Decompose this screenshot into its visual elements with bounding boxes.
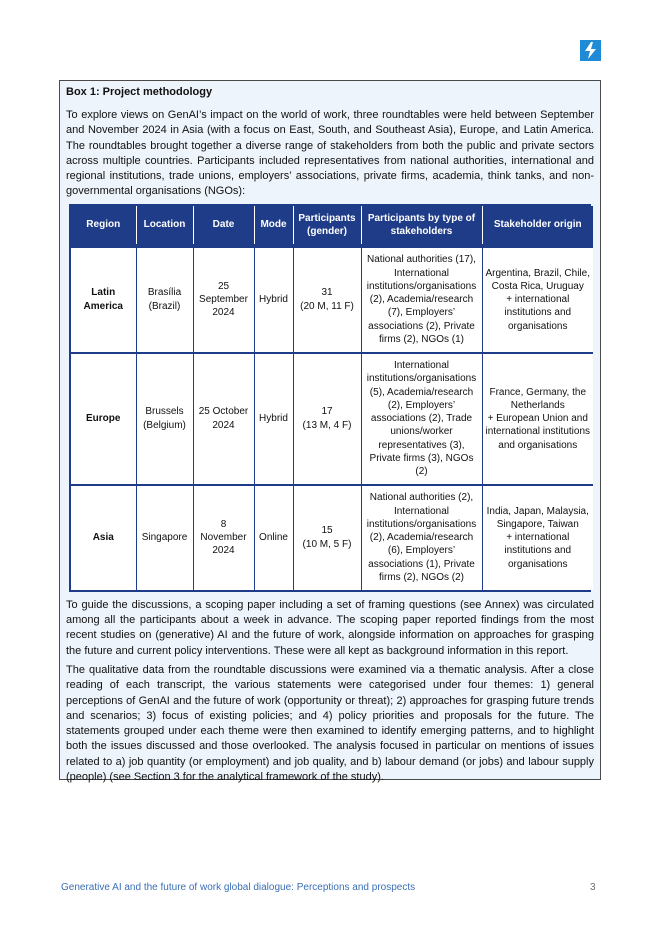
- cell-by-type: National authorities (17), International institutions/organisations (2), Academia/research (7), Employers’ associations (2), Private firms (2), NGOs (1): [361, 246, 482, 353]
- cell-region: Latin America: [83, 287, 123, 312]
- header-participants-by-type: Participants by type of stakeholders: [361, 206, 482, 246]
- thematic-analysis-paragraph: The qualitative data from the roundtable discussions were examined via a thematic analysis. After a close reading of each transcript, the various statements were categorised under four themes: 1) general perceptions of GenAI and the future of work (opportunity or threat); 2) approaches for grasping future trends and scenarios; 3) focus of existing policies; and 4) policy priorities and proposals for the future. The statements grouped under each theme were then examined to identify emerging patterns, and to highlight both the issues discussed and those overlooked. The analysis focused in particular on mentions of issues related to a) job quantity (or employment) and job quality, and b) labour demand (or jobs) and labour supply (people) (see Section 3 for the analytical framework of the study).: [66, 663, 594, 784]
- cell-date: 25 October 2024: [193, 353, 254, 485]
- cell-location: Brussels (Belgium): [136, 353, 193, 485]
- methodology-box: [59, 80, 601, 784]
- cell-participants: 17 (13 M, 4 F): [293, 353, 361, 485]
- table-row: [71, 353, 593, 485]
- cell-by-type: International institutions/organisations (5), Academia/research (2), Employers’ associations (2), Trade unions/worker representatives (3), Private firms (3), NGOs (2): [361, 353, 482, 485]
- header-participants: Participants (gender): [293, 206, 361, 246]
- cell-date: 8 November 2024: [193, 485, 254, 590]
- page-number: 3: [590, 882, 596, 893]
- header-region: Region: [71, 206, 136, 246]
- header-mode: Mode: [254, 206, 293, 246]
- cell-participants: 31 (20 M, 11 F): [293, 246, 361, 353]
- cell-mode: Online: [254, 485, 293, 590]
- cell-mode: Hybrid: [254, 246, 293, 353]
- footer-title: Generative AI and the future of work global dialogue: Perceptions and prospects: [61, 882, 416, 893]
- cell-date: 25 September 2024: [193, 246, 254, 353]
- cell-origin: Argentina, Brazil, Chile, Costa Rica, Uruguay + international institutions and organisations: [482, 246, 593, 353]
- roundtables-table: [69, 204, 591, 592]
- cell-origin: France, Germany, the Netherlands + European Union and international institutions and organisations: [482, 353, 593, 485]
- box-title: Box 1: Project methodology: [66, 86, 213, 98]
- cell-by-type: National authorities (2), International institutions/organisations (2), Academia/research (6), Employers’ associations (1), Private firms (2), NGOs (2): [361, 485, 482, 590]
- scoping-paper-paragraph: To guide the discussions, a scoping paper including a set of framing questions (see Annex) was circulated among all the participants about a week in advance. The scoping paper reported findings from the most recent studies on (generative) AI and the future of work, alongside information on approaches for grasping the future and current policy interventions. These were all kept as background information in this report.: [66, 598, 594, 657]
- cell-region: Asia: [92, 532, 114, 544]
- header-date: Date: [193, 206, 254, 246]
- cell-location: Brasília (Brazil): [136, 246, 193, 353]
- header-stakeholder-origin: Stakeholder origin: [482, 206, 593, 246]
- cell-region: Europe: [86, 413, 121, 425]
- cell-mode: Hybrid: [254, 353, 293, 485]
- cell-participants: 15 (10 M, 5 F): [293, 485, 361, 590]
- intro-paragraph: To explore views on GenAI’s impact on the world of work, three roundtables were held between September and November 2024 in Asia (with a focus on East, South, and Southeast Asia), Europe, and Latin America. The roundtables brought together a diverse range of stakeholders from both the public and private sectors across multiple countries. Participants included representatives from national authorities, international and regional institutions, trade unions, employers’ associations, private firms, academia, think tanks, and non-governmental organisations (NGOs):: [66, 109, 594, 198]
- table-row: [71, 246, 593, 353]
- cell-location: Singapore: [136, 485, 193, 590]
- header-location: Location: [136, 206, 193, 246]
- table-row: [71, 485, 593, 590]
- cell-origin: India, Japan, Malaysia, Singapore, Taiwan + international institutions and organisations: [482, 485, 593, 590]
- table-header-row: [71, 206, 593, 246]
- eurofound-logo-icon: [580, 40, 601, 61]
